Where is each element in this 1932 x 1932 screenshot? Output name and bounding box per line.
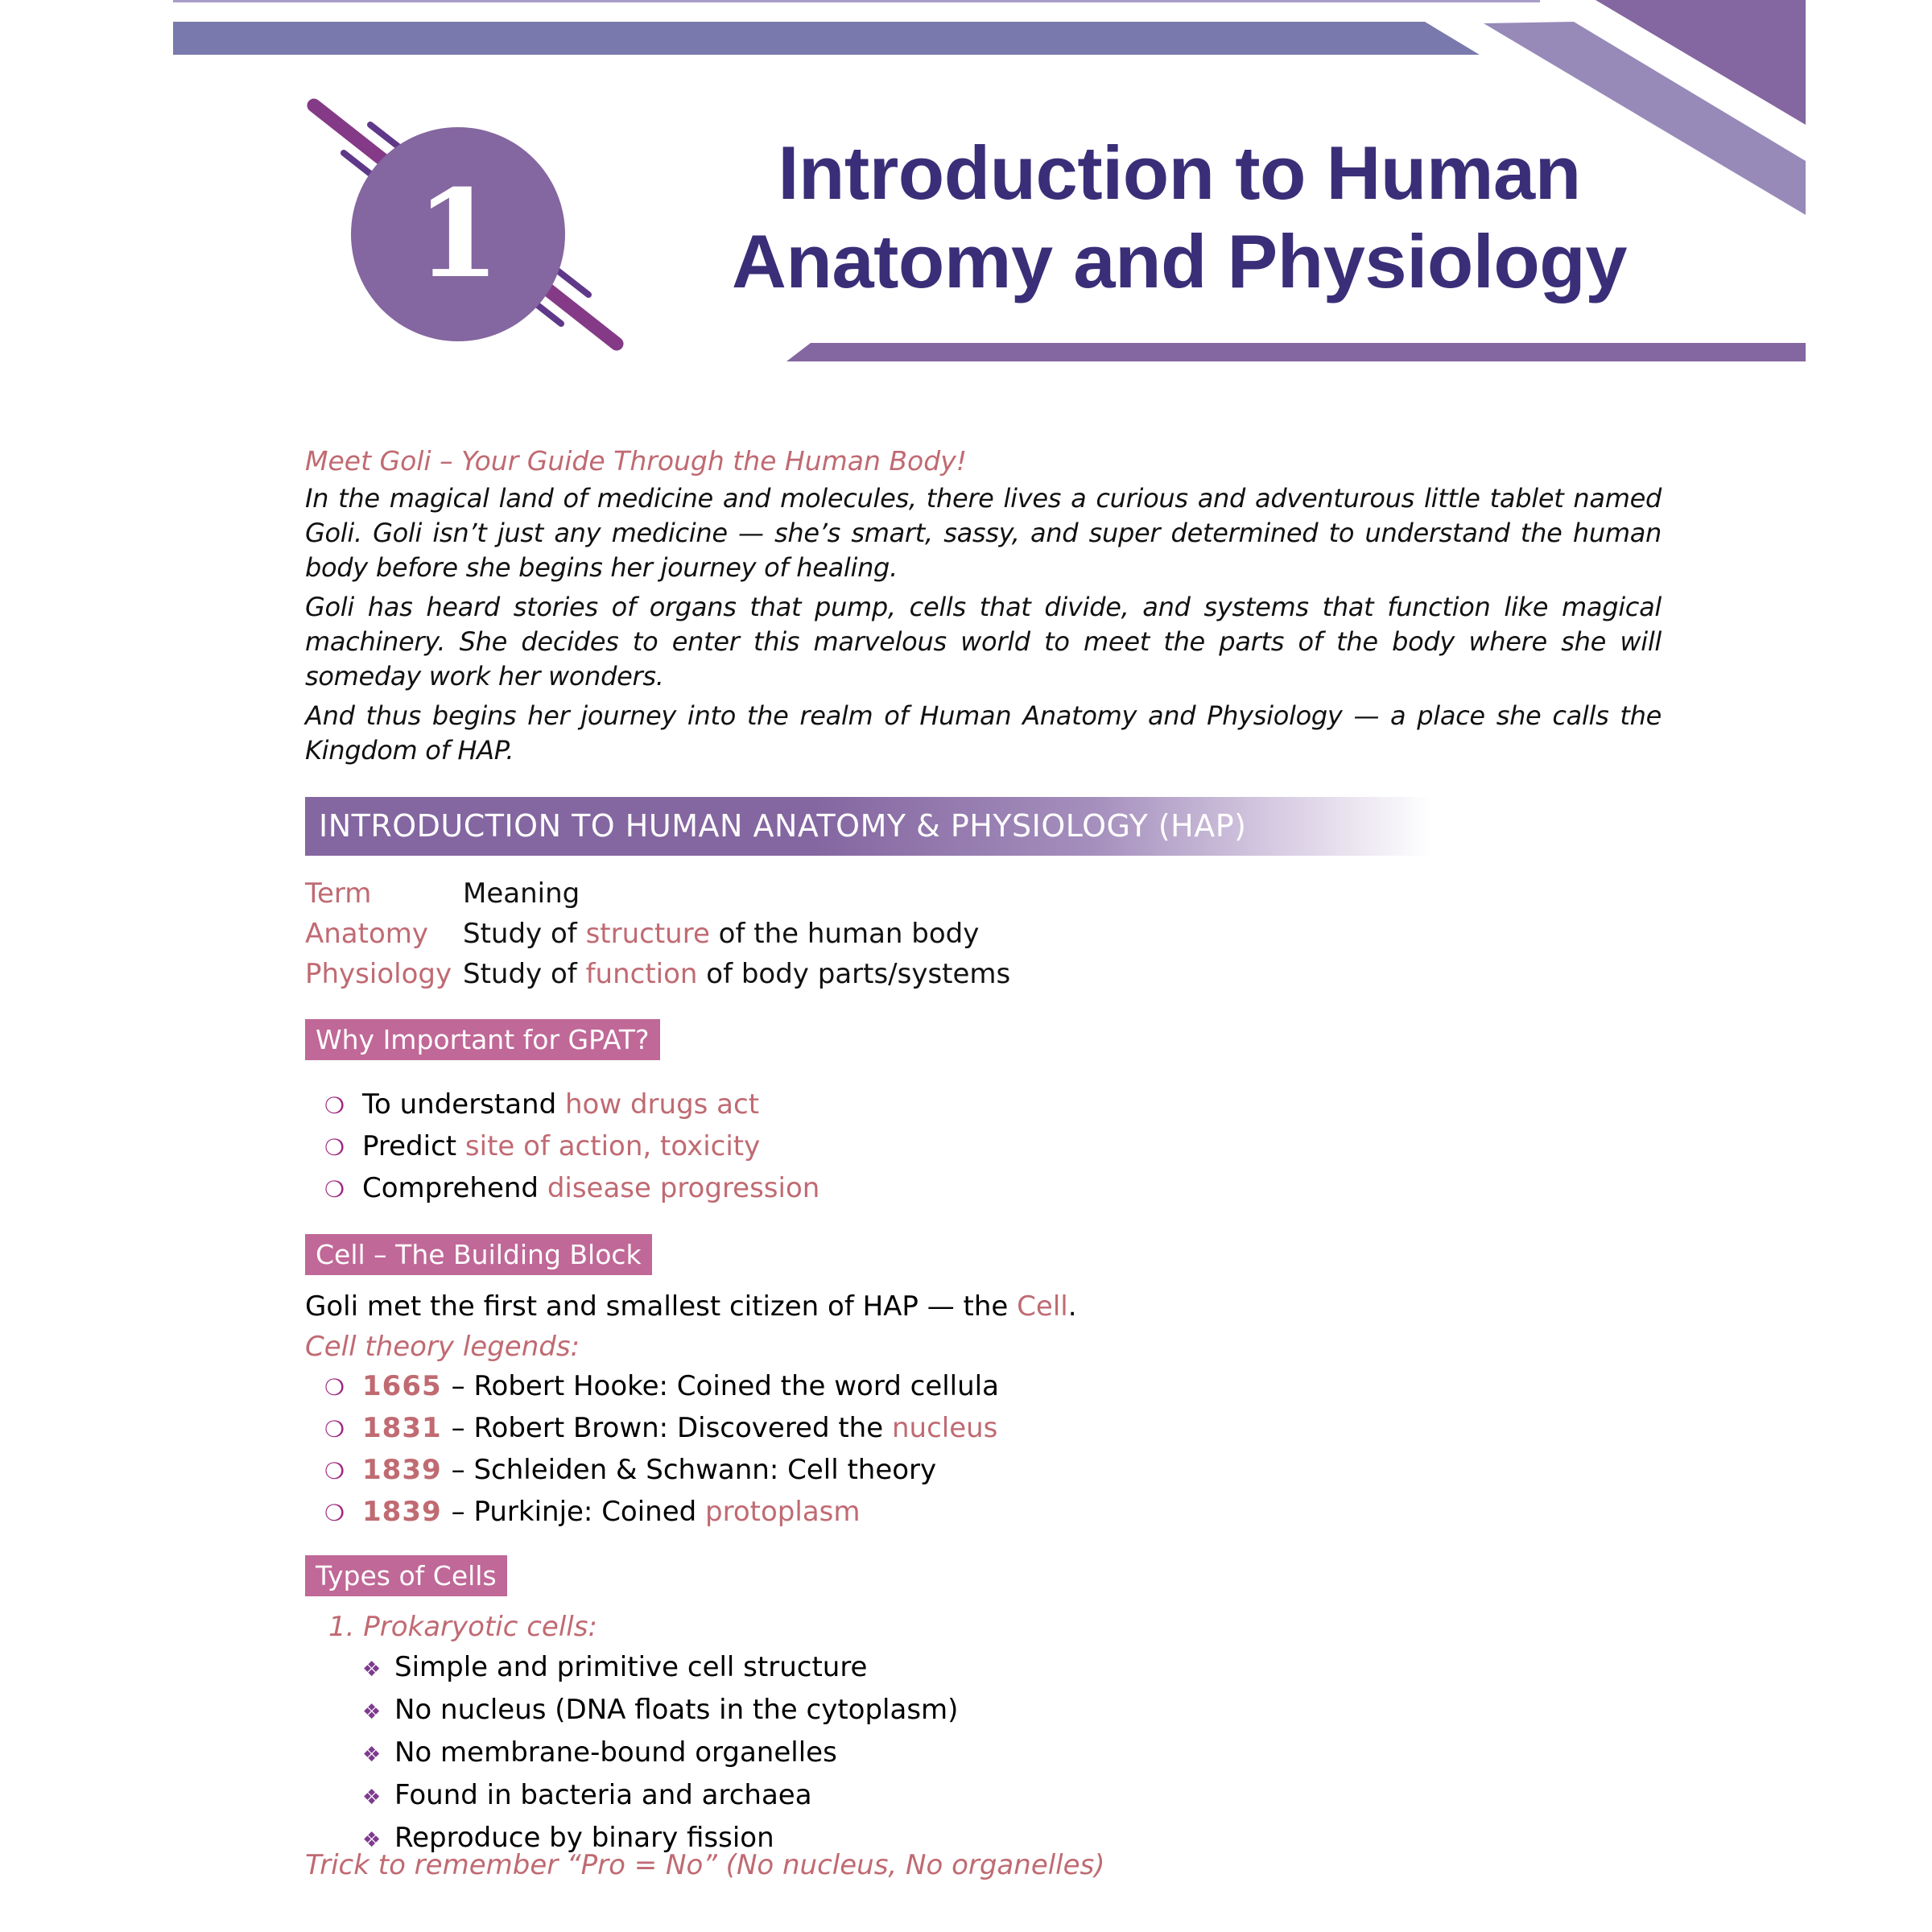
circle-bullet-icon: ❍ bbox=[324, 1500, 345, 1526]
legend-text: – Robert Brown: Discovered the bbox=[451, 1412, 892, 1444]
section-header-hap bbox=[305, 797, 1432, 856]
intro-paragraph-3: And thus begins her journey into the realm of Human Anatomy and Physiology — a place she calls the Kingdom of HAP. bbox=[305, 700, 1662, 766]
term-cell: Anatomy bbox=[305, 918, 429, 950]
table-row bbox=[305, 914, 1010, 954]
section-header-text: INTRODUCTION TO HUMAN ANATOMY & PHYSIOLOGY (HAP) bbox=[319, 808, 1247, 844]
item-text: Reproduce by binary fission bbox=[394, 1822, 774, 1854]
diamond-bullet-icon: ❖ bbox=[362, 1785, 382, 1810]
meaning-highlight: structure bbox=[585, 918, 710, 950]
list-item bbox=[324, 1450, 999, 1492]
circle-bullet-icon: ❍ bbox=[324, 1374, 345, 1401]
intro-paragraph-1: In the magical land of medicine and molecules, there lives a curious and adventurous little tablet named Goli. Goli isn’t just any medicine — she’s smart, sassy, and super determined to understand the human body before she begins her journey of healing. bbox=[305, 483, 1662, 583]
meaning-cell bbox=[463, 954, 1010, 994]
circle-bullet-icon: ❍ bbox=[324, 1416, 345, 1443]
item-text: Simple and primitive cell structure bbox=[394, 1651, 868, 1683]
legend-highlight: protoplasm bbox=[705, 1496, 861, 1528]
item-text: To understand bbox=[362, 1088, 565, 1121]
list-item bbox=[324, 1084, 819, 1126]
diamond-bullet-icon: ❖ bbox=[362, 1700, 382, 1724]
why-important-list bbox=[324, 1084, 819, 1210]
list-item bbox=[324, 1366, 999, 1408]
title-line-1: Introduction to Human bbox=[778, 130, 1581, 215]
legend-highlight: nucleus bbox=[891, 1412, 998, 1444]
meaning-text: Study of bbox=[463, 918, 586, 950]
item-highlight: how drugs act bbox=[565, 1088, 760, 1121]
prokaryotic-list bbox=[362, 1647, 958, 1860]
item-text: No nucleus (DNA floats in the cytoplasm) bbox=[394, 1694, 959, 1726]
list-item bbox=[362, 1690, 958, 1732]
title-underline-bar bbox=[786, 343, 1806, 361]
table-row bbox=[305, 954, 1010, 994]
circle-bullet-icon: ❍ bbox=[324, 1458, 345, 1484]
item-text: Predict bbox=[362, 1130, 465, 1162]
meaning-cell bbox=[463, 914, 979, 954]
legend-year: 1839 bbox=[362, 1454, 442, 1486]
header-term: Term bbox=[305, 877, 372, 910]
legend-text: – Purkinje: Coined bbox=[451, 1496, 706, 1528]
item-text: Comprehend bbox=[362, 1172, 547, 1204]
item-highlight: disease progression bbox=[547, 1172, 820, 1204]
cell-intro bbox=[305, 1286, 1077, 1327]
circle-bullet-icon: ❍ bbox=[324, 1176, 345, 1203]
cell-legends-list bbox=[324, 1366, 999, 1534]
cell-intro-end: . bbox=[1067, 1290, 1077, 1323]
item-highlight: site of action, toxicity bbox=[464, 1130, 761, 1162]
legend-year: 1831 bbox=[362, 1412, 442, 1444]
types-of-cells-label: Types of Cells bbox=[305, 1555, 507, 1596]
intro-section bbox=[305, 443, 1662, 773]
diamond-bullet-icon: ❖ bbox=[362, 1828, 382, 1852]
circle-bullet-icon: ❍ bbox=[324, 1134, 345, 1161]
legend-year: 1839 bbox=[362, 1496, 442, 1528]
diamond-bullet-icon: ❖ bbox=[362, 1743, 382, 1767]
cell-intro-text: Goli met the first and smallest citizen of HAP — the bbox=[305, 1290, 1018, 1323]
meaning-text: Study of bbox=[463, 958, 586, 990]
meaning-highlight: function bbox=[585, 958, 698, 990]
prokaryotic-subheading: 1. Prokaryotic cells: bbox=[328, 1611, 597, 1643]
list-item bbox=[324, 1126, 819, 1168]
why-important-label: Why Important for GPAT? bbox=[305, 1019, 660, 1060]
list-item bbox=[324, 1168, 819, 1210]
top-thin-line bbox=[173, 0, 1540, 2]
title-line-2: Anatomy and Physiology bbox=[732, 219, 1627, 303]
cell-intro-highlight: Cell bbox=[1017, 1290, 1068, 1323]
legend-text: – Schleiden & Schwann: Cell theory bbox=[451, 1454, 937, 1486]
item-text: Found in bacteria and archaea bbox=[394, 1779, 812, 1811]
cell-legends-heading: Cell theory legends: bbox=[305, 1331, 580, 1363]
list-item bbox=[362, 1647, 958, 1690]
terms-table bbox=[305, 873, 1010, 994]
item-text: No membrane-bound organelles bbox=[394, 1736, 837, 1769]
trick-to-remember: Trick to remember “Pro = No” (No nucleus, No organelles) bbox=[305, 1849, 1105, 1881]
header-meaning: Meaning bbox=[463, 877, 580, 910]
chapter-number: 1 bbox=[415, 163, 501, 305]
page-title bbox=[708, 129, 1650, 306]
terms-header-row bbox=[305, 873, 1010, 914]
cell-section-label: Cell – The Building Block bbox=[305, 1234, 652, 1275]
intro-paragraph-2: Goli has heard stories of organs that pump, cells that divide, and systems that function like magical machinery. She decides to enter this marvelous world to meet the parts of the body where she will someday work her wonders. bbox=[305, 592, 1662, 691]
legend-text: – Robert Hooke: Coined the word cellula bbox=[451, 1370, 999, 1402]
circle-bullet-icon: ❍ bbox=[324, 1092, 345, 1119]
diamond-bullet-icon: ❖ bbox=[362, 1657, 382, 1682]
list-item bbox=[362, 1732, 958, 1775]
term-cell: Physiology bbox=[305, 958, 452, 990]
top-band bbox=[173, 22, 1480, 55]
meaning-text: of body parts/systems bbox=[697, 958, 1011, 990]
meaning-text: of the human body bbox=[709, 918, 980, 950]
list-item bbox=[324, 1492, 999, 1534]
intro-heading: Meet Goli – Your Guide Through the Human Body! bbox=[305, 445, 967, 477]
list-item bbox=[324, 1408, 999, 1450]
legend-year: 1665 bbox=[362, 1370, 442, 1402]
list-item bbox=[362, 1775, 958, 1818]
